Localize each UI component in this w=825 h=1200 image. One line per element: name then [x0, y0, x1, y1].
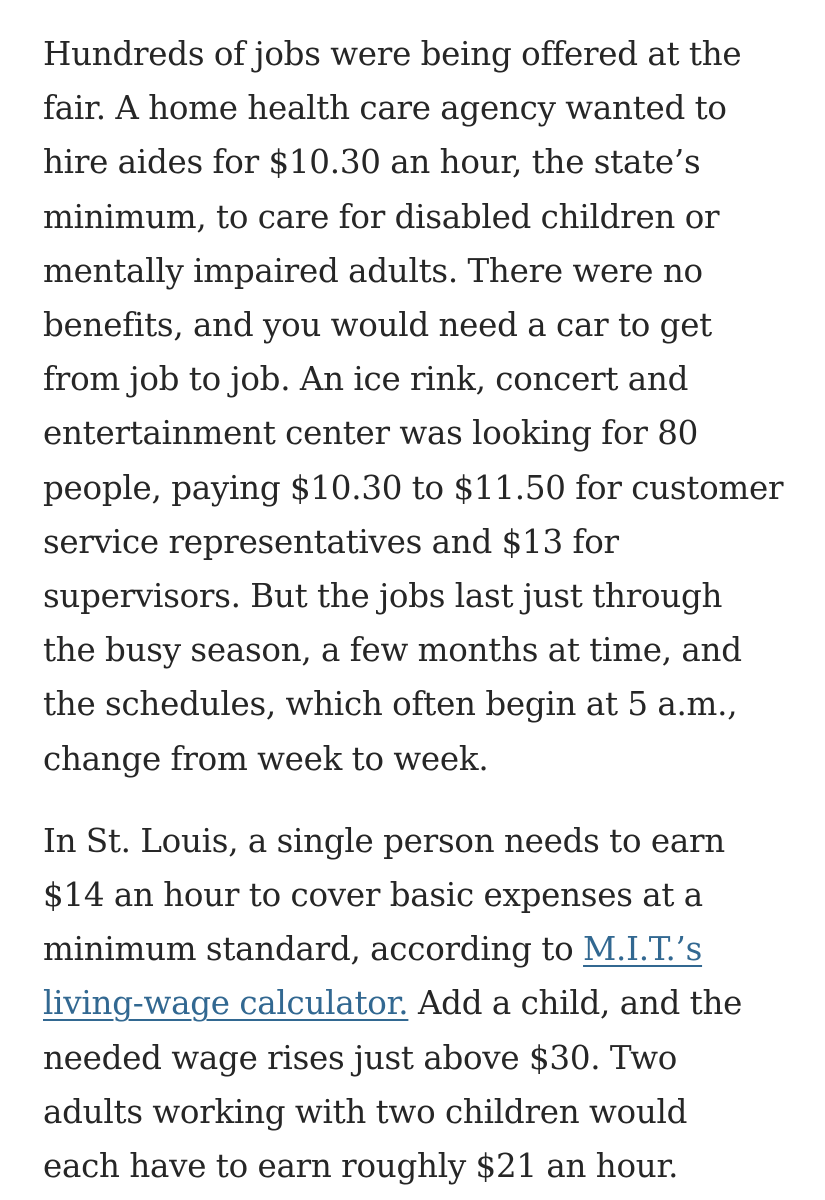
article-paragraph: [43, 27, 813, 786]
paragraph-line: entertainment center was looking for 80: [43, 414, 699, 453]
paragraph-line: mentally impaired adults. There were no: [43, 251, 703, 290]
paragraph-line: change from week to week.: [43, 739, 489, 778]
paragraph-line: minimum, to care for disabled children or: [43, 197, 720, 236]
paragraph-line: benefits, and you would need a car to get: [43, 306, 712, 345]
paragraph-line: the busy season, a few months at time, and: [43, 631, 742, 670]
paragraph-line: hire aides for $10.30 an hour, the state’s: [43, 143, 701, 182]
paragraph-line: each have to earn roughly $21 an hour.: [43, 1147, 679, 1186]
article-body: [43, 27, 813, 1193]
paragraph-line: adults working with two children would: [43, 1092, 688, 1131]
paragraph-line: [43, 976, 813, 1030]
living-wage-calculator-link[interactable]: M.I.T.’s: [583, 930, 703, 969]
living-wage-calculator-link[interactable]: living-wage calculator.: [43, 984, 409, 1023]
paragraph-line: Hundreds of jobs were being offered at the: [43, 35, 742, 73]
paragraph-line: people, paying $10.30 to $11.50 for customer: [43, 468, 784, 507]
paragraph-line: from job to job. An ice rink, concert and: [43, 360, 689, 399]
paragraph-text: Add a child, and the: [408, 984, 743, 1023]
article-paragraph: [43, 814, 813, 1193]
paragraph-line: [43, 922, 813, 976]
paragraph-line: $14 an hour to cover basic expenses at a: [43, 876, 703, 915]
paragraph-line: In St. Louis, a single person needs to earn: [43, 821, 725, 860]
paragraph-text: minimum standard, according to: [43, 930, 584, 969]
paragraph-line: the schedules, which often begin at 5 a.m.,: [43, 685, 738, 724]
paragraph-line: supervisors. But the jobs last just through: [43, 577, 723, 616]
paragraph-line: service representatives and $13 for: [43, 522, 619, 561]
paragraph-line: fair. A home health care agency wanted to: [43, 89, 727, 128]
paragraph-line: needed wage rises just above $30. Two: [43, 1038, 678, 1077]
